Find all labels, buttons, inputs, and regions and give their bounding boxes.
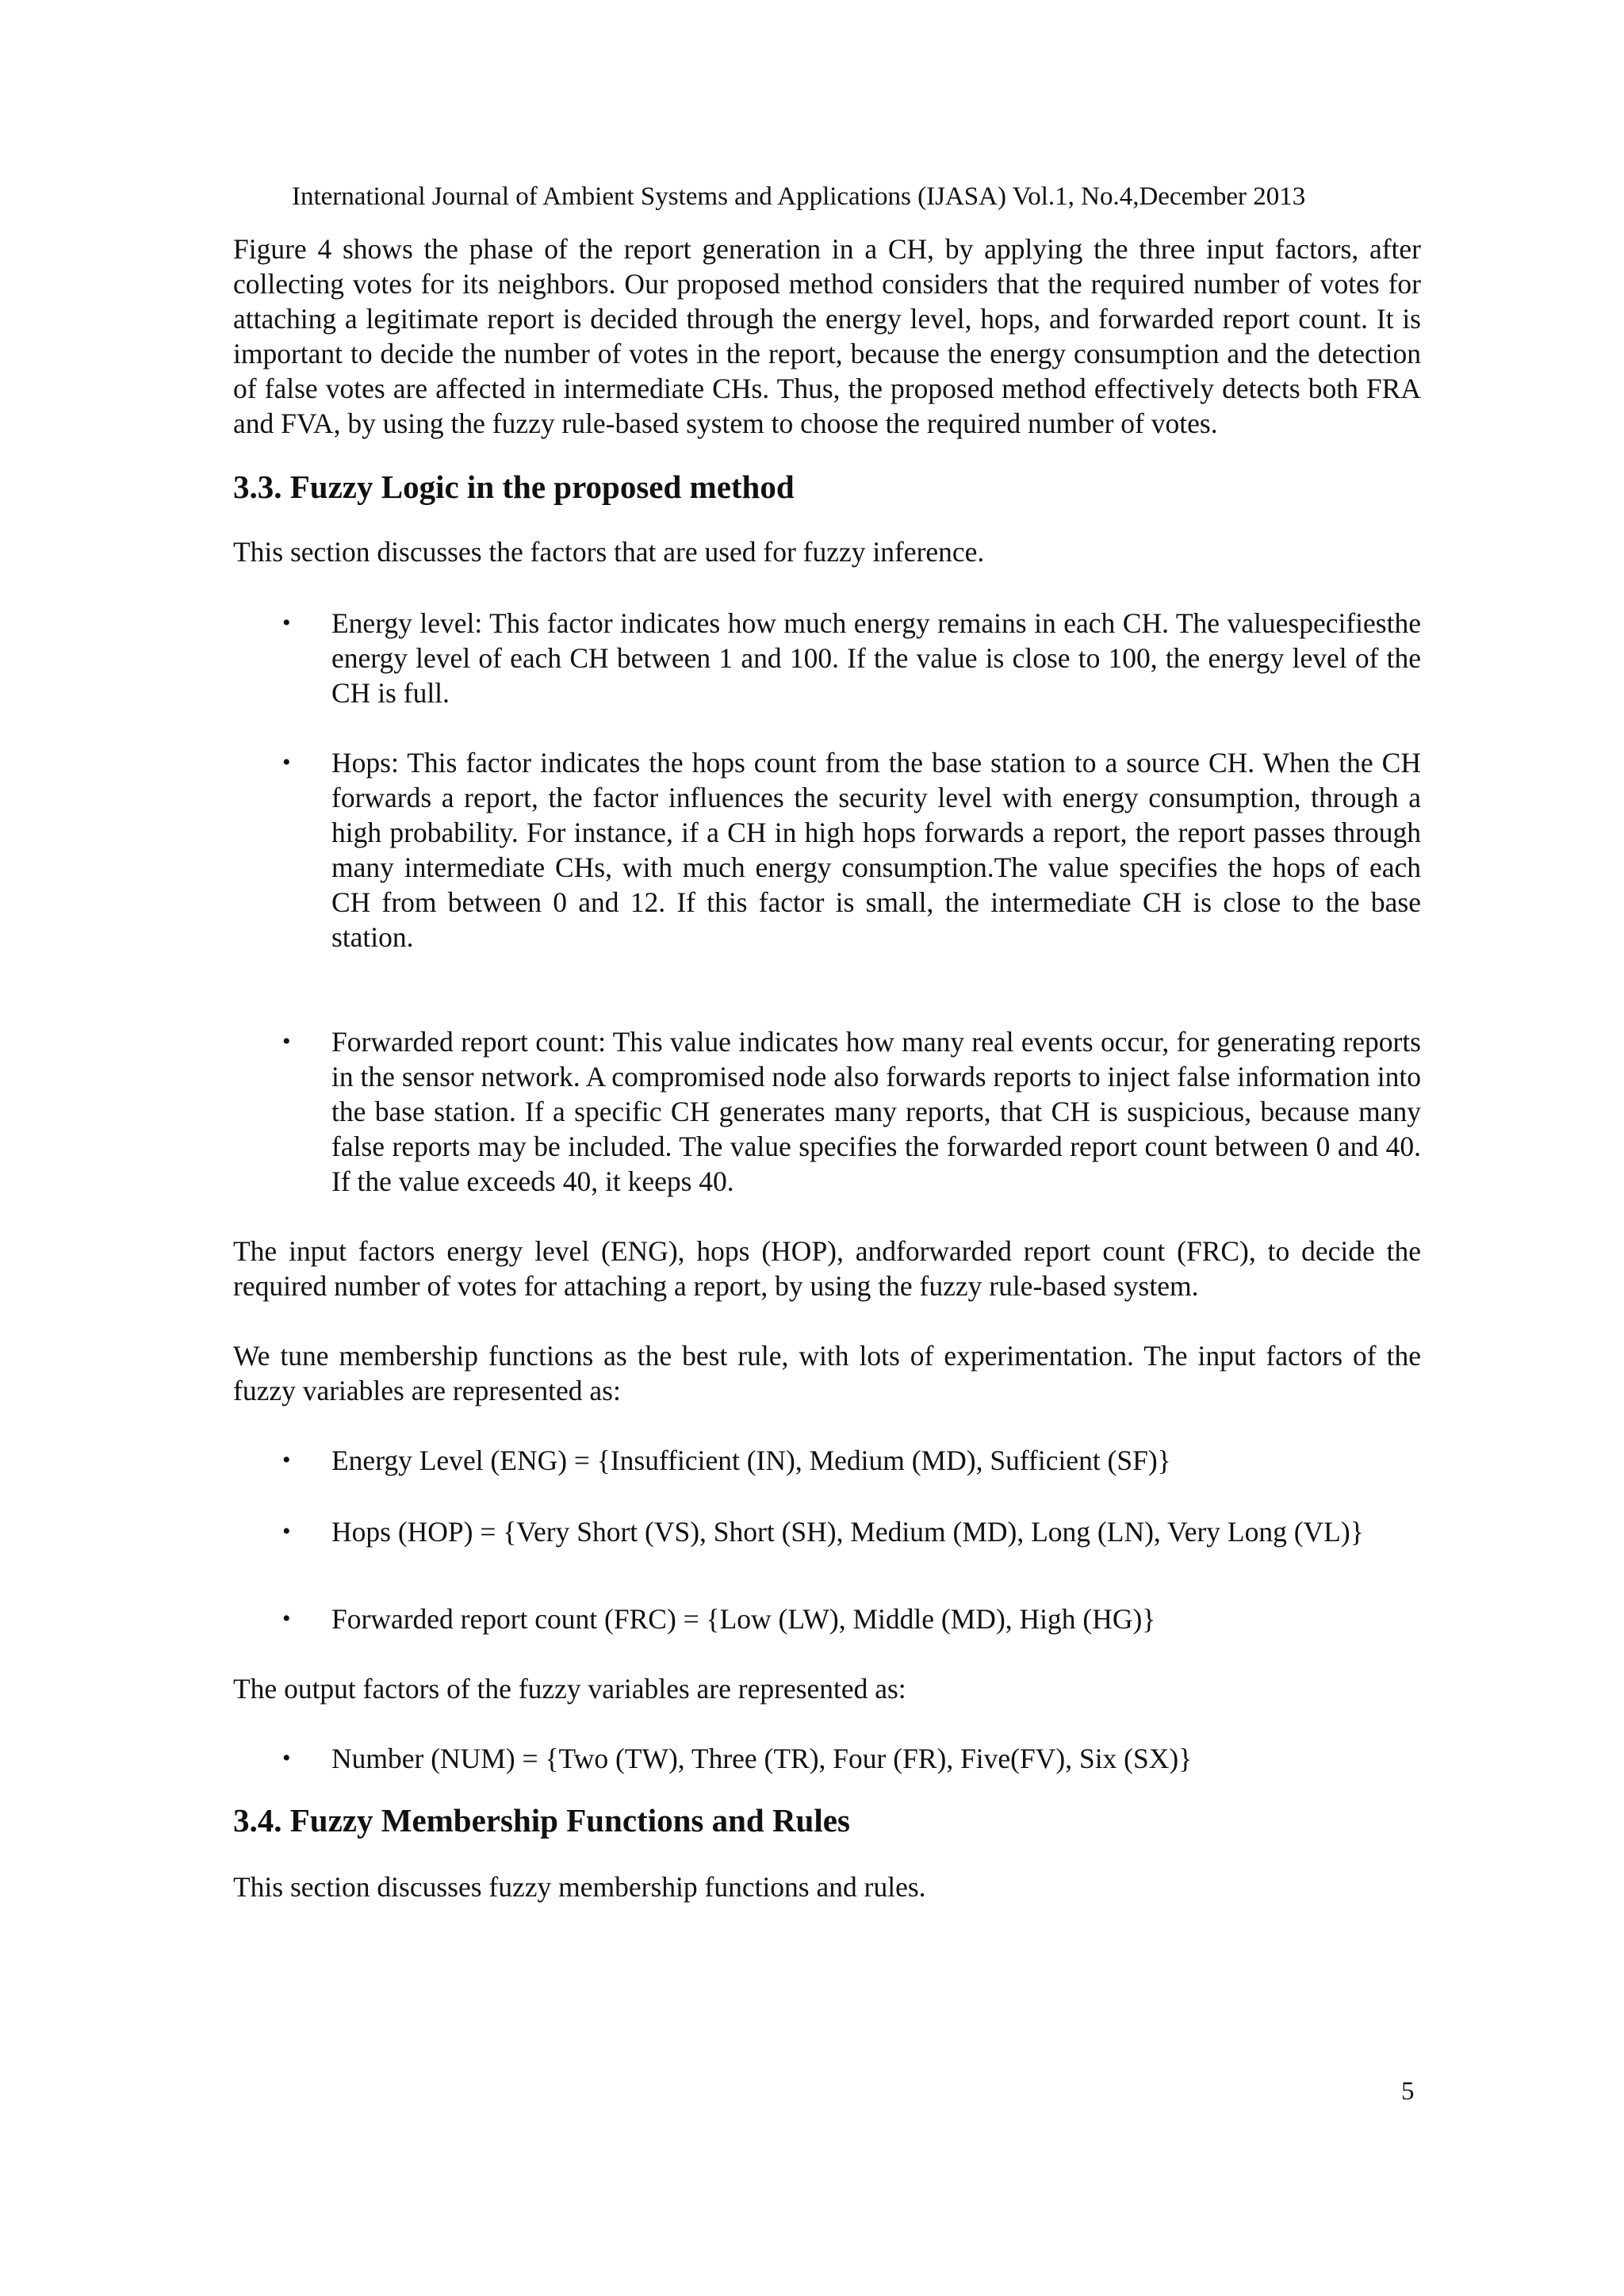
variable-text: Energy Level (ENG) = {Insufficient (IN), Medium (MD), Sufficient (SF)} — [331, 1445, 1171, 1476]
bullet-icon: • — [282, 610, 291, 636]
variable-text: Hops (HOP) = {Very Short (VS), Short (SH), Medium (MD), Long (LN), Very Long (VL)} — [331, 1516, 1364, 1548]
variable-text: Forwarded report count (FRC) = {Low (LW), Middle (MD), High (HG)} — [331, 1603, 1156, 1635]
section-3-4-intro: This section discusses fuzzy membership functions and rules. — [233, 1871, 926, 1903]
factor-item-hops — [233, 745, 1421, 955]
bullet-icon: • — [282, 1447, 291, 1473]
page-number: 5 — [1401, 2077, 1415, 2106]
bullet-icon: • — [282, 749, 291, 775]
intro-paragraph: Figure 4 shows the phase of the report generation in a CH, by applying the three input factors, after collecting votes for its neighbors. Our proposed method considers that the required number of votes for attaching a legitimate report is decided through the energy level, hops, and forwarded report count. It is important to decide the number of votes in the report, because the energy consumption and the detection of false votes are affected in intermediate CHs. Thus, the proposed method effectively detects both FRA and FVA, by using the fuzzy rule-based system to choose the required number of votes. — [233, 233, 1421, 439]
output-variable-num — [233, 1741, 1421, 1776]
variable-text: Number (NUM) = {Two (TW), Three (TR), Four (FR), Five(FV), Six (SX)} — [331, 1743, 1193, 1774]
factor-text: Forwarded report count: This value indicates how many real events occur, for generating reports in the sensor network. A compromised node also forwards reports to inject false information into the base station. If a specific CH generates many reports, that CH is suspicious, because many false reports may be included. The value specifies the forwarded report count between 0 and 40. If the value exceeds 40, it keeps 40. — [331, 1026, 1421, 1197]
input-variable-frc — [233, 1601, 1421, 1636]
bullet-icon: • — [282, 1745, 291, 1771]
input-variable-eng — [233, 1443, 1421, 1478]
section-heading-3-3: 3.3. Fuzzy Logic in the proposed method — [233, 469, 795, 505]
input-factors-paragraph: The input factors energy level (ENG), hops (HOP), andforwarded report count (FRC), to decide the required number of votes for attaching a report, by using the fuzzy rule-based system. — [233, 1235, 1421, 1302]
factor-text: Energy level: This factor indicates how much energy remains in each CH. The valuespecifiesthe energy level of each CH between 1 and 100. If the value is close to 100, the energy level of the CH is full. — [331, 607, 1421, 709]
bullet-icon: • — [282, 1605, 291, 1632]
output-intro-paragraph: The output factors of the fuzzy variables are represented as: — [233, 1673, 906, 1705]
bullet-icon: • — [282, 1028, 291, 1054]
factor-item-forwarded-report-count — [233, 1024, 1421, 1199]
bullet-icon: • — [282, 1518, 291, 1544]
tune-paragraph: We tune membership functions as the best rule, with lots of experimentation. The input factors of the fuzzy variables are represented as: — [233, 1340, 1421, 1406]
section-3-3-intro: This section discusses the factors that are used for fuzzy inference. — [233, 536, 985, 568]
factor-item-energy — [233, 606, 1421, 710]
section-heading-3-4: 3.4. Fuzzy Membership Functions and Rules — [233, 1802, 850, 1839]
factor-text: Hops: This factor indicates the hops count from the base station to a source CH. When the CH forwards a report, the factor influences the security level with energy consumption, through a high probability. For instance, if a CH in high hops forwards a report, the report passes through many intermediate CHs, with much energy consumption.The value specifies the hops of each CH from between 0 and 12. If this factor is small, the intermediate CH is close to the base station. — [331, 747, 1421, 953]
input-variable-hop — [233, 1514, 1421, 1549]
journal-header: International Journal of Ambient Systems and Applications (IJASA) Vol.1, No.4,December 2013 — [292, 182, 1306, 211]
page-content — [233, 232, 1421, 1904]
